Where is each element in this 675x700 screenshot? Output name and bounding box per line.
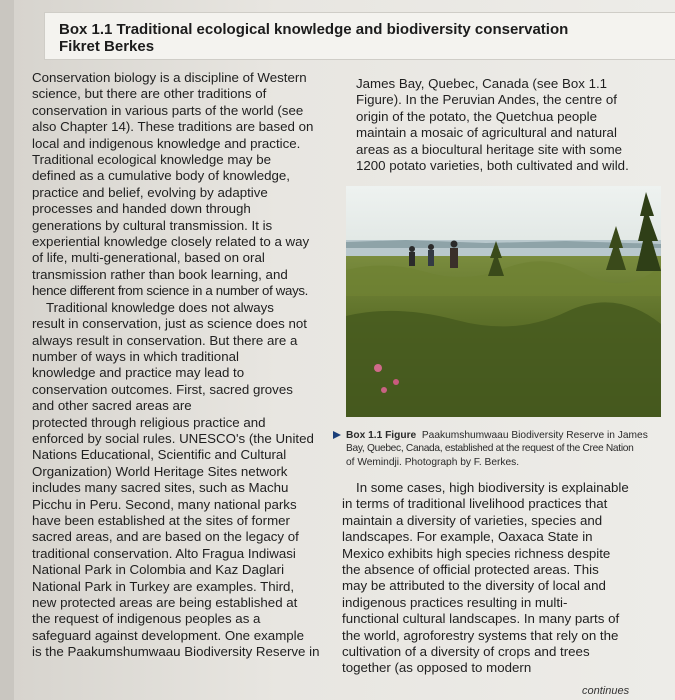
text-line: science, but there are other traditions of xyxy=(32,86,267,102)
text-line: enforced by social rules. UNESCO's (the United xyxy=(32,430,314,446)
text-line: safeguard against development. One example xyxy=(32,627,305,643)
text-line: cultivation of a diversity of crops and trees xyxy=(342,644,590,660)
text-line: Figure). In the Peruvian Andes, the centre of xyxy=(356,92,617,108)
text-line: together (as opposed to modern xyxy=(342,660,532,676)
text-line: defined as a cumulative body of knowledge, xyxy=(32,168,290,184)
figure-label: Box 1.1 Figure xyxy=(346,430,417,441)
text-line: Conservation biology is a discipline of Western xyxy=(32,70,307,85)
text-line: 1200 potato varieties, both cultivated and wild. xyxy=(356,158,629,174)
text-line: have been established at the sites of former xyxy=(32,512,290,528)
text-line: Organization) World Heritage Sites network xyxy=(32,463,288,479)
text-line: protected through religious practice and xyxy=(32,414,266,430)
text-line: sacred areas, and are based on the legacy of xyxy=(32,529,299,545)
text-line: local and indigenous knowledge and practice. xyxy=(32,135,301,151)
text-line: the absence of official protected areas. This xyxy=(342,562,599,578)
pink-flower xyxy=(393,379,399,385)
right-column-bottom-text xyxy=(342,480,647,677)
left-column-text xyxy=(32,70,332,661)
text-line: includes many sacred sites, such as Machu xyxy=(32,480,289,496)
text-line: maintain a diversity of varieties, species and xyxy=(342,512,603,528)
text-line: new protected areas are being established at xyxy=(32,595,298,610)
caption-line xyxy=(332,429,652,442)
person xyxy=(409,246,415,266)
text-line: National Park in Colombia and Kaz Daglari xyxy=(32,562,285,578)
caption-triangle-icon xyxy=(332,430,342,440)
text-line: National Park in Turkey are examples. Third, xyxy=(32,578,295,594)
text-line: functional cultural landscapes. In many parts of xyxy=(342,611,620,627)
right-column-top-text xyxy=(356,76,656,174)
text-line: Mexico exhibits high species richness despite xyxy=(342,545,611,561)
text-line: James Bay, Quebec, Canada (see Box 1.1 xyxy=(356,76,608,91)
text-line: indigenous practices resulting in multi- xyxy=(342,594,568,610)
text-line: Traditional ecological knowledge may be xyxy=(32,152,271,168)
box-title: Box 1.1 Traditional ecological knowledge and biodiversity conservation xyxy=(59,21,569,38)
text-line: maintain a mosaic of agricultural and natural xyxy=(356,125,617,141)
text-line: Nations Educational, Scientific and Cultural xyxy=(32,447,287,463)
text-line: processes and handed down through xyxy=(32,201,251,217)
box-header xyxy=(44,12,675,60)
caption-line: Bay, Quebec, Canada, established at the request of the Cree Nation xyxy=(346,443,634,455)
text-line: always result in conservation. But there are a xyxy=(32,332,298,348)
person xyxy=(450,241,458,269)
text-line: landscapes. For example, Oaxaca State in xyxy=(342,529,593,545)
text-line: the world, agroforestry systems that rely on the xyxy=(342,627,619,643)
text-line: in terms of traditional livelihood practices that xyxy=(342,496,608,512)
text-line: knowledge and practice may lead to xyxy=(32,365,245,381)
text-line: and other sacred areas are xyxy=(32,398,192,414)
text-line: practice and belief, evolving by adaptive xyxy=(32,184,268,200)
text-line: Picchu in Peru. Second, many national parks xyxy=(32,496,297,512)
continues-label: continues xyxy=(582,685,630,697)
text-line: experiential knowledge closely related to a way xyxy=(32,234,310,250)
text-line: transmission rather than book learning, and xyxy=(32,266,288,282)
text-line: number of ways in which traditional xyxy=(32,348,239,364)
text-line: conservation in various parts of the world (see xyxy=(32,102,304,118)
text-line: traditional conservation. Alto Fragua Indiwasi xyxy=(32,545,296,561)
caption-text: Paakumshumwaau Biodiversity Reserve in James xyxy=(421,430,648,441)
text-line: also Chapter 14). These traditions are based on xyxy=(32,119,314,135)
text-line: of life, multi-generational, based on oral xyxy=(32,250,265,266)
text-line: origin of the potato, the Quetchua people xyxy=(356,108,597,124)
caption-line: of Wemindji. Photograph by F. Berkes. xyxy=(346,456,520,468)
landscape-photo-drawing xyxy=(346,186,661,417)
pink-flower xyxy=(381,387,387,393)
person xyxy=(428,244,434,266)
figure-caption xyxy=(332,429,652,469)
text-line: Traditional knowledge does not always xyxy=(46,299,274,315)
text-line: areas as a biocultural heritage site with some xyxy=(356,141,623,157)
text-line: generations by cultural transmission. It is xyxy=(32,217,273,233)
text-line: the request of indigenous peoples as a xyxy=(32,611,261,627)
text-line: In some cases, high biodiversity is explainable xyxy=(356,480,629,495)
text-line: hence different from science in a number of ways. xyxy=(32,283,309,299)
text-line: conservation outcomes. First, sacred groves xyxy=(32,381,293,397)
text-line: result in conservation, just as science does not xyxy=(32,316,307,332)
box-author: Fikret Berkes xyxy=(59,38,155,55)
text-line: may be attributed to the diversity of local and xyxy=(342,578,606,594)
text-line: is the Paakumshumwaau Biodiversity Reserve in xyxy=(32,644,320,660)
reserve-photograph xyxy=(346,186,661,417)
pink-flower xyxy=(374,364,382,372)
